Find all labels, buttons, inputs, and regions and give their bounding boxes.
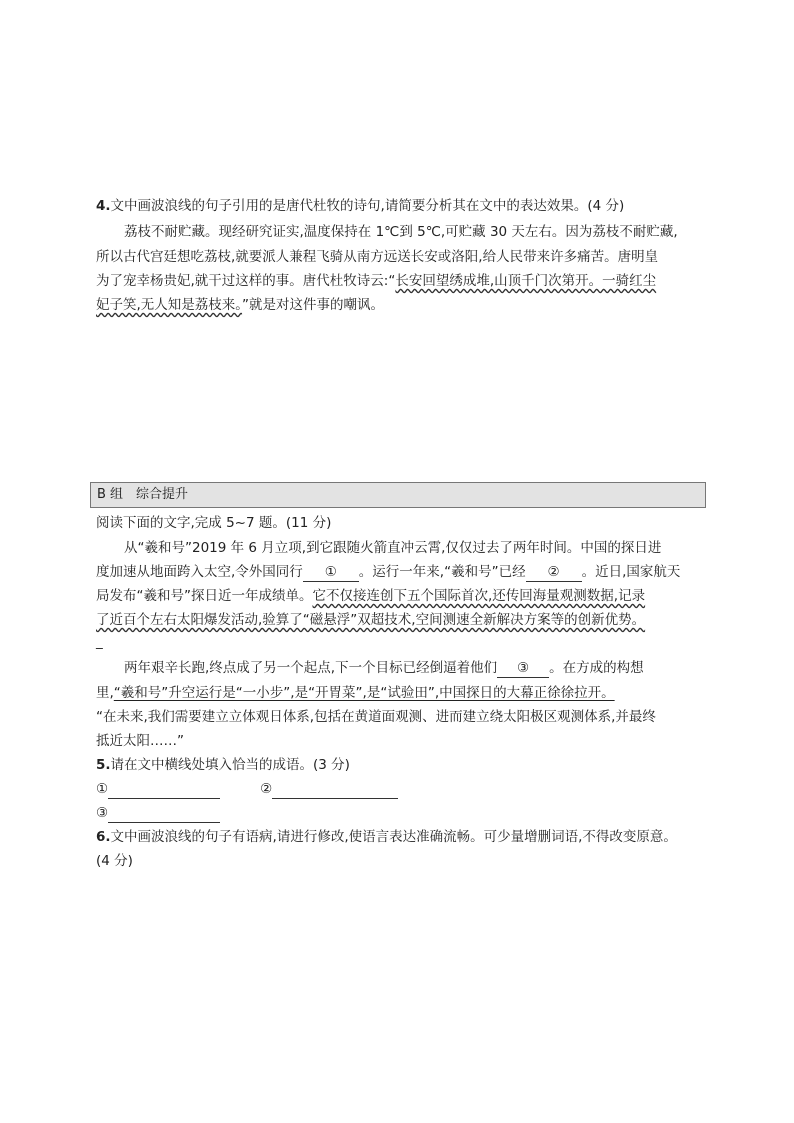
passage-b-line-2: [96, 683, 615, 705]
q5-answer-2-label: ②: [260, 781, 273, 797]
q5-answer-row-2: [96, 803, 220, 825]
passage-a-line-1: 从“羲和号”2019 年 6 月立项,到它跟随火箭直冲云霄,仅仅过去了两年时间。中国的探日进: [124, 540, 662, 556]
blank-1[interactable]: ①: [303, 563, 359, 582]
q5-answer-1-label: ①: [96, 781, 109, 797]
q5-answer-2-field[interactable]: [272, 782, 398, 799]
passage-a-line-3-text: 局发布“羲和号”探日近一年成绩单。: [96, 588, 313, 604]
q6-prompt: [96, 827, 677, 849]
q5-prompt: [96, 755, 350, 777]
blank-3[interactable]: ③: [497, 659, 549, 678]
blank-2[interactable]: ②: [526, 563, 582, 582]
q5-number: 5.: [96, 757, 111, 773]
q5-answer-row-1: [96, 779, 398, 801]
q4-passage-line-3: [96, 271, 656, 293]
passage-a-wavy-sentence-1: 它不仅接连创下五个国际首次,还传回海量观测数据,记录: [312, 588, 646, 604]
q4-prompt: [96, 196, 624, 218]
q5-prompt-text: 请在文中横线处填入恰当的成语。(3 分): [110, 757, 350, 773]
passage-b-line-2-text: 里,: [96, 685, 114, 701]
passage-a-line-2: [96, 562, 680, 584]
passage-a-line-2-text-c: 。近日,国家航天: [581, 564, 681, 580]
q5-answer-1-field[interactable]: [108, 782, 220, 799]
q5-answer-3-field[interactable]: [108, 806, 220, 823]
q4-passage-line-4-tail: ”就是对这件事的嘲讽。: [242, 297, 385, 313]
q4-passage-line-3-text: 为了宠幸杨贵妃,就干过这样的事。唐代杜牧诗云:“: [96, 273, 396, 289]
q4-prompt-text: 文中画波浪线的句子引用的是唐代杜牧的诗句,请简要分析其在文中的表达效果。(4 分): [110, 198, 625, 214]
q4-wavy-poem-part-2: 妃子笑,无人知是荔枝来。: [96, 297, 243, 313]
passage-a-line-3: [96, 586, 645, 608]
q6-number: 6.: [96, 829, 111, 845]
q6-prompt-text: 文中画波浪线的句子有语病,请进行修改,使语言表达准确流畅。可少量增删词语,不得改变原意。: [110, 829, 677, 845]
passage-b-line-1: [124, 658, 644, 680]
passage-a-line-2-text-a: 度加速从地面跨入太空,令外国同行: [96, 564, 303, 580]
group-b-intro: 阅读下面的文字,完成 5~7 题。(11 分): [96, 515, 332, 531]
passage-a-line-2-text-b: 。运行一年来,“羲和号”已经: [358, 564, 526, 580]
q4-passage-line-4: [96, 295, 384, 317]
passage-a-wavy-sentence-2: 了近百个左右太阳爆发活动,验算了“磁悬浮”双超技术,空间测速全新解决方案等的创新优势。: [96, 612, 646, 628]
q4-wavy-poem-part-1: 长安回望绣成堆,山顶千门次第开。一骑红尘: [395, 273, 657, 289]
q6-score: (4 分): [96, 853, 133, 869]
passage-b-line-3: “在未来,我们需要建立立体观日体系,包括在黄道面观测、进而建立绕太阳极区观测体系,并最终: [96, 709, 656, 725]
passage-b-line-4: 抵近太阳……”: [96, 733, 184, 749]
q4-passage-line-2: 所以古代宫廷想吃荔枝,就要派人兼程飞骑从南方远送长安或洛阳,给人民带来许多痛苦。唐明皇: [96, 249, 659, 265]
q4-passage-line-1: 荔枝不耐贮藏。现经研究证实,温度保持在 1℃到 5℃,可贮藏 30 天左右。因为荔枝不耐贮藏,: [124, 224, 678, 240]
passage-a-line-5: _: [96, 634, 103, 650]
passage-a-line-4: [96, 610, 645, 632]
passage-b-line-1-text-b: 。在方成的构想: [549, 660, 644, 676]
group-b-header: B 组 综合提升: [90, 482, 706, 508]
passage-b-line-1-text-a: 两年艰辛长跑,终点成了另一个起点,下一个目标已经倒逼着他们: [124, 660, 498, 676]
passage-b-underlined-sentence: “羲和号”升空运行是“一小步”,是“开胃菜”,是“试验田”,中国探日的大幕正徐徐拉开。: [113, 685, 615, 701]
q4-number: 4.: [96, 198, 111, 214]
q5-answer-3-label: ③: [96, 805, 109, 821]
